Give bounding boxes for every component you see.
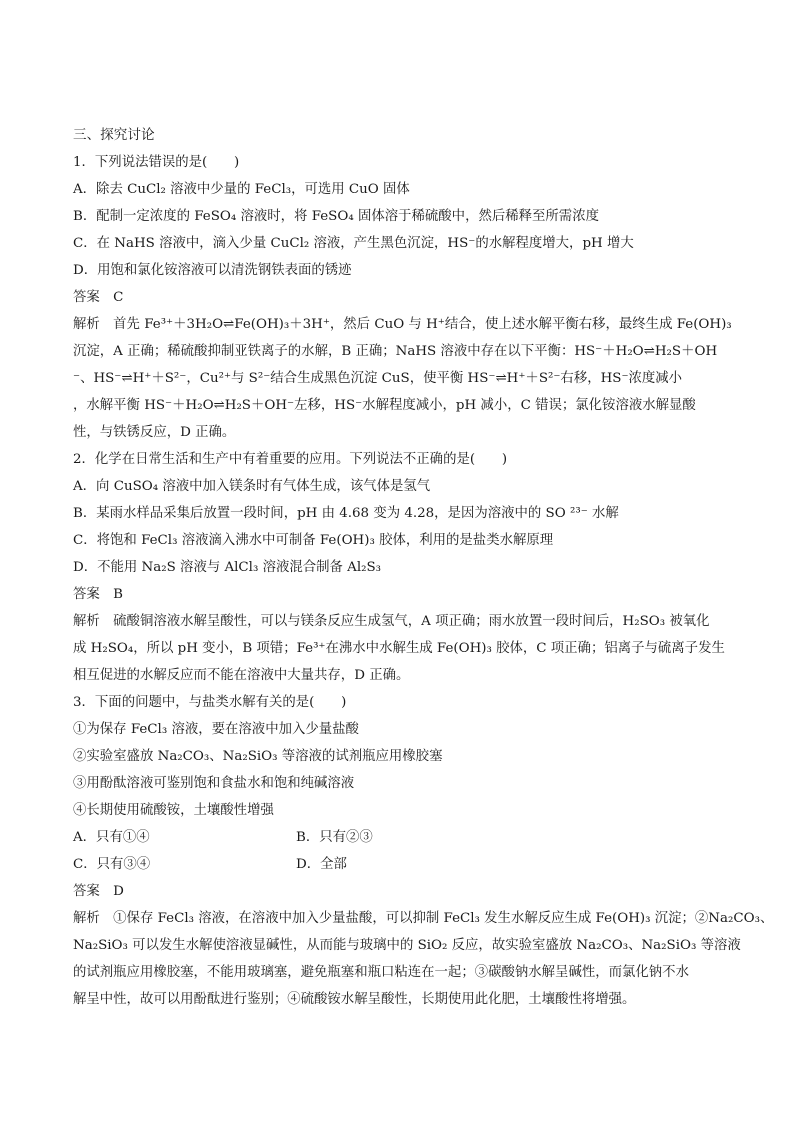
q3-item: ①为保存 FeCl₃ 溶液，要在溶液中加入少量盐酸 xyxy=(73,722,359,737)
q1-answer: 答案 C xyxy=(73,290,124,305)
q1-explanation-line: ，水解平衡 HS⁻＋H₂O⇌H₂S＋OH⁻左移，HS⁻水解程度减小，pH 减小，C 错误；氯化铵溶液水解显酸 xyxy=(73,398,696,413)
q1-option-b: B．配制一定浓度的 FeSO₄ 溶液时，将 FeSO₄ 固体溶于稀硫酸中，然后稀释至所需浓度 xyxy=(73,209,599,224)
q2-option-d: D．不能用 Na₂S 溶液与 AlCl₃ 溶液混合制备 Al₂S₃ xyxy=(73,560,382,575)
q3-stem: 3．下面的问题中，与盐类水解有关的是( ) xyxy=(73,695,347,710)
q1-explanation-line: ⁻、HS⁻⇌H⁺＋S²⁻，Cu²⁺与 S²⁻结合生成黑色沉淀 CuS，使平衡 HS⁻⇌H⁺＋S²⁻右移，HS⁻浓度减小 xyxy=(73,371,683,386)
q3-options-row-1 xyxy=(73,824,733,851)
q3-option-c: C．只有③④ xyxy=(73,857,151,872)
q2-explanation-line: 成 H₂SO₄，所以 pH 变小，B 项错；Fe³⁺在沸水中水解生成 Fe(OH)₃ 胶体，C 项正确；铝离子与硫离子发生 xyxy=(73,641,725,656)
q3-option-d: D．全部 xyxy=(296,857,347,872)
section-title: 三、探究讨论 xyxy=(73,127,155,143)
q3-item: ④长期使用硫酸铵，土壤酸性增强 xyxy=(73,803,274,818)
q3-explanation-line: 的试剂瓶应用橡胶塞，不能用玻璃塞，避免瓶塞和瓶口粘连在一起；③碳酸钠水解呈碱性，而氯化钠不水 xyxy=(73,965,689,980)
q2-answer: 答案 B xyxy=(73,587,124,602)
q2-stem: 2．化学在日常生活和生产中有着重要的应用。下列说法不正确的是( ) xyxy=(73,452,508,467)
q1-option-c: C．在 NaHS 溶液中，滴入少量 CuCl₂ 溶液，产生黑色沉淀，HS⁻的水解程度增大，pH 增大 xyxy=(73,236,634,251)
q1-explanation-line: 性，与铁锈反应，D 正确。 xyxy=(73,425,236,440)
q1-explanation-line: 解析 首先 Fe³⁺＋3H₂O⇌Fe(OH)₃＋3H⁺，然后 CuO 与 H⁺结合，使上述水解平衡右移，最终生成 Fe(OH)₃ xyxy=(73,317,732,332)
q3-explanation-line: Na₂SiO₃ 可以发生水解使溶液显碱性，从而能与玻璃中的 SiO₂ 反应，故实验室盛放 Na₂CO₃、Na₂SiO₃ 等溶液 xyxy=(73,938,741,953)
q3-item: ②实验室盛放 Na₂CO₃、Na₂SiO₃ 等溶液的试剂瓶应用橡胶塞 xyxy=(73,749,443,764)
q2-option-c: C．将饱和 FeCl₃ 溶液滴入沸水中可制备 Fe(OH)₃ 胶体，利用的是盐类水解原理 xyxy=(73,533,554,548)
q3-explanation-line: 解析 ①保存 FeCl₃ 溶液，在溶液中加入少量盐酸，可以抑制 FeCl₃ 发生水解反应生成 Fe(OH)₃ 沉淀；②Na₂CO₃、 xyxy=(73,911,774,926)
q1-option-d: D．用饱和氯化铵溶液可以清洗钢铁表面的锈迹 xyxy=(73,263,352,278)
q3-option-b: B．只有②③ xyxy=(296,830,373,845)
q1-option-a: A．除去 CuCl₂ 溶液中少量的 FeCl₃，可选用 CuO 固体 xyxy=(73,182,410,197)
q3-item: ③用酚酞溶液可鉴别饱和食盐水和饱和纯碱溶液 xyxy=(73,776,355,791)
q3-option-a: A．只有①④ xyxy=(73,830,150,845)
q3-explanation-line: 解呈中性，故可以用酚酞进行鉴别；④硫酸铵水解呈酸性，长期使用此化肥，土壤酸性将增强。 xyxy=(73,992,636,1007)
q2-option-b: B．某雨水样品采集后放置一段时间，pH 由 4.68 变为 4.28，是因为溶液中的 SO ²³⁻ 水解 xyxy=(73,506,619,521)
document-page xyxy=(73,122,774,1013)
q1-explanation-line: 沉淀，A 正确；稀硫酸抑制亚铁离子的水解，B 正确；NaHS 溶液中存在以下平衡：HS⁻＋H₂O⇌H₂S＋OH xyxy=(73,344,718,359)
q2-explanation-line: 解析 硫酸铜溶液水解呈酸性，可以与镁条反应生成氢气，A 项正确；雨水放置一段时间后，H₂SO₃ 被氧化 xyxy=(73,614,710,629)
q2-explanation-line: 相互促进的水解反应而不能在溶液中大量共存，D 正确。 xyxy=(73,668,410,683)
q3-answer: 答案 D xyxy=(73,884,124,899)
q3-options-row-2 xyxy=(73,851,733,878)
q2-option-a: A．向 CuSO₄ 溶液中加入镁条时有气体生成，该气体是氢气 xyxy=(73,479,431,494)
q1-stem: 1．下列说法错误的是( ) xyxy=(73,155,240,170)
